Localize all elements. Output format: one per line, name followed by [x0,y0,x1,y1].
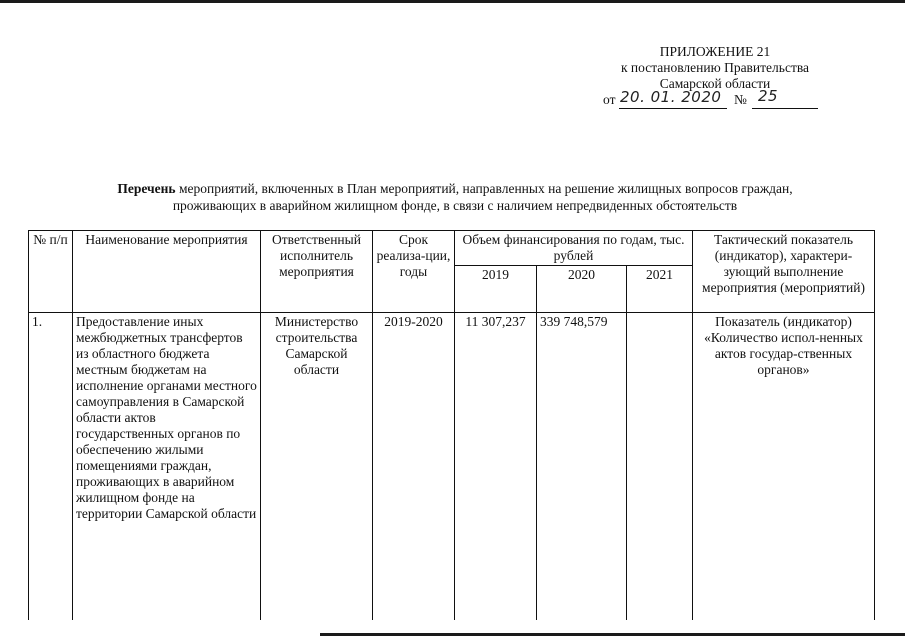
document-title [60,180,850,214]
header-year-2020: 2020 [537,266,627,313]
table-row [29,313,875,621]
scan-bottom-edge [320,633,905,636]
appendix-line-2: Самарской области [659,76,771,91]
title-bold-word: Перечень [117,181,176,196]
plan-table-wrap [28,230,875,620]
header-year-2021: 2021 [627,266,693,313]
appendix-line-1: к постановлению Правительства [620,60,810,75]
cell-2019: 11 307,237 [455,313,537,621]
cell-2020: 339 748,579 [537,313,627,621]
appendix-header [570,44,860,92]
cell-name: Предоставление иных межбюджетных трансфертов из областного бюджета местным бюджетам на исполнение органами местного самоуправления в Самарской области актов государственных органов по обеспечению жилыми помещениями граждан, проживающих в аварийном жилищном фонде на территории Самарской области [73,313,261,621]
handwritten-number: 25 [758,87,779,105]
title-line-2: проживающих в аварийном жилищном фонде, в связи с наличием непредвиденных обстоятельств [172,198,738,213]
cell-2021 [627,313,693,621]
header-name: Наименование мероприятия [73,231,261,313]
header-num: № п/п [29,231,73,313]
scan-top-edge [0,0,905,3]
from-label: от [603,92,616,107]
number-label: № [734,92,747,107]
header-year-2019: 2019 [455,266,537,313]
plan-table [28,230,875,620]
date-underline [619,108,727,109]
header-executor: Ответственный исполнитель мероприятия [261,231,373,313]
cell-term: 2019-2020 [373,313,455,621]
header-indicator: Тактический показатель (индикатор), характери-зующий выполнение мероприятия (мероприятий) [693,231,875,313]
number-underline [752,108,818,109]
cell-num: 1. [29,313,73,621]
cell-executor: Министерство строительства Самарской области [261,313,373,621]
title-line-1 [60,180,850,197]
cell-indicator: Показатель (индикатор) «Количество испол-ненных актов государ-ственных органов» [693,313,875,621]
title-line-1-rest: мероприятий, включенных в План мероприятий, направленных на решение жилищных вопросов граждан, [175,181,793,196]
header-term: Срок реализа-ции, годы [373,231,455,313]
handwritten-date: 20. 01. 2020 [620,88,722,106]
appendix-title: ПРИЛОЖЕНИЕ 21 [659,44,771,59]
header-funding: Объем финансирования по годам, тыс. рублей [455,231,693,266]
